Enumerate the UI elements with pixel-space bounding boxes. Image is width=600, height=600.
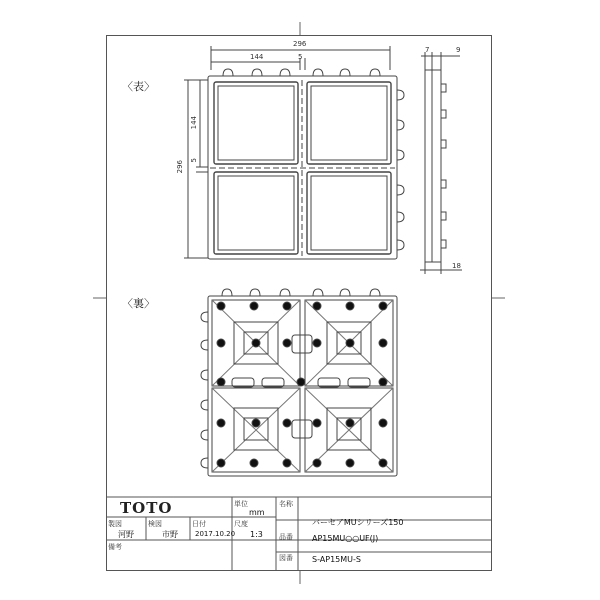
dim-side-c: 18 xyxy=(452,262,461,270)
dim-top-total: 296 xyxy=(293,40,307,48)
side-view xyxy=(420,52,462,274)
unit-value: mm xyxy=(249,508,265,517)
checked-value: 市野 xyxy=(162,530,178,539)
toto-logo: TOTO xyxy=(120,499,173,517)
part-label: 品番 xyxy=(279,533,293,541)
dim-left-half: 144 xyxy=(190,116,198,130)
name-label: 名称 xyxy=(279,500,293,508)
dim-top-gap: 5 xyxy=(298,53,303,61)
drawn-value: 河野 xyxy=(118,530,134,539)
drawing-label: 図番 xyxy=(279,554,293,562)
date-label: 日付 xyxy=(192,520,206,528)
dim-left-total: 296 xyxy=(176,160,184,174)
dim-left-gap: 5 xyxy=(190,158,198,163)
dim-top-half: 144 xyxy=(250,53,264,61)
part-value: AP15MU○○UF(J) xyxy=(312,534,379,543)
scale-value: 1:3 xyxy=(250,530,263,539)
scale-label: 尺度 xyxy=(234,520,248,528)
dim-side-b: 9 xyxy=(456,46,461,54)
back-view-label: 〈裏〉 xyxy=(122,297,155,310)
checked-label: 検図 xyxy=(148,520,162,528)
front-view xyxy=(184,46,404,259)
drawn-label: 製図 xyxy=(108,520,122,528)
notes-label: 備考 xyxy=(108,543,122,551)
front-view-label: 〈表〉 xyxy=(122,80,155,93)
dim-side-a: 7 xyxy=(425,46,430,54)
date-value: 2017.10.20 xyxy=(195,530,236,538)
unit-label: 単位 xyxy=(234,500,248,508)
name-value: バーセアMUシリーズ150 xyxy=(312,518,404,527)
drawing-value: S-AP15MU-S xyxy=(312,555,361,564)
